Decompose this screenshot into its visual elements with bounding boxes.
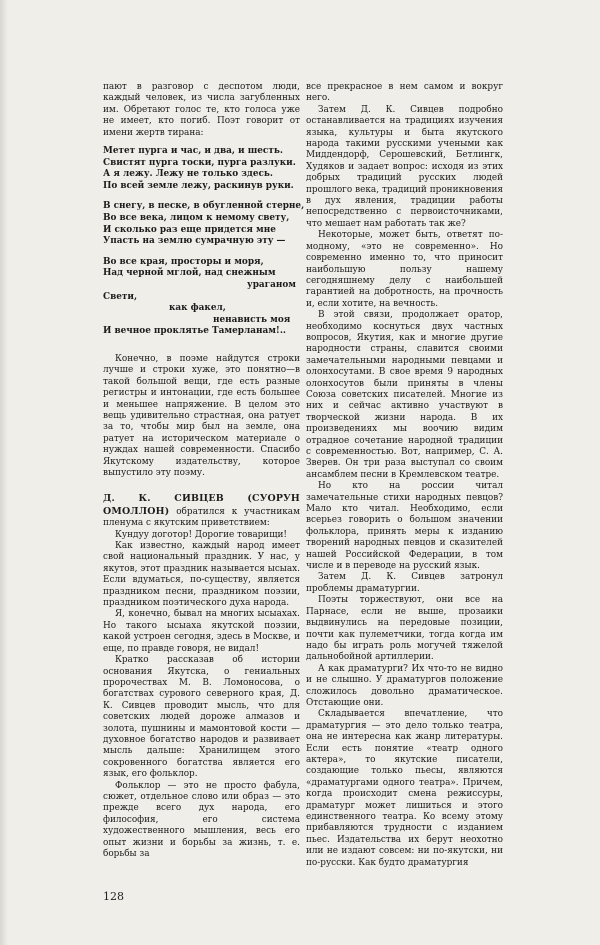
right-paragraph-1: все прекрасное в нем самом и вокруг него.	[306, 82, 503, 104]
right-paragraph-2: Затем Д. К. Сивцев подробно останавливается на традициях изучения языка, культуры и быта якутского народа такими русскими учеными как Миддендорф, Серошевский, Бетлингк, Худяков и задает вопрос: исходя из этих добрых традиций русских людей прошлого века, традиций проникновения в дух явления, традиции работы непосредственно с первоисточниками, что мешает нам работать так же?	[306, 104, 503, 229]
right-paragraph-6: Затем Д. К. Сивцев затронул проблемы драматургии.	[306, 572, 503, 594]
left-paragraph-3: Кундуу доготор! Дорогие товарищи!	[115, 529, 287, 540]
poem-stanza-3	[103, 257, 300, 338]
poem-line: ненависть моя	[213, 314, 291, 325]
left-paragraph-2: Конечно, в поэме найдутся строки лучше и строки хуже, это понятно—в такой большой вещи, где есть разные регистры и интонации, где есть большее и меньшее напряжение. В целом это вещь удивительно страстная, она ратует за то, чтобы мир был на земле, она ратует на историческом материале о нуждах нашей современности. Спасибо Якутскому издательству, которое выпустило эту поэму.	[103, 353, 300, 478]
right-paragraph-7: Поэты торжествуют, они все на Парнасе, если не выше, прозаики выдвинулись на передовые позиции, почти как пулеметчики, тогда когда им надо бы играть роль могучей тяжелой дальнобойной артиллерии.	[306, 595, 503, 663]
poem-line: Над черной мглой, над снежным	[103, 268, 276, 279]
left-column	[103, 82, 305, 860]
poem-line: Во все края, просторы и моря,	[103, 256, 264, 267]
poem-line: В снегу, в песке, в обугленной стерне,	[103, 201, 305, 212]
right-paragraph-4: В этой связи, продолжает оратор, необходимо коснуться двух частных вопросов, Якутия, как и многие другие народности страны, славится своими замечательными народными певцами и олонхосутами. В свое время 9 народных олонхосутов были приняты в члены Союза советских писателей. Многие из них и сейчас активно участвуют в творческой жизни народа. В их произведениях мы воочию видим отрадное сочетание народной традиции с современностью. Вот, например, С. А. Зверев. Он три раза выступал со своим ансамблем песни в Кремлевском театре.	[306, 310, 503, 480]
left-paragraph-5: Я, конечно, бывал на многих ысыахах. Но такого ысыаха якутской поэзии, какой устроен сегодня, здесь в Москве, и еще, по правде говоря, не видал!	[103, 609, 300, 654]
poem-stanza-2	[103, 201, 305, 247]
left-paragraph-6: Кратко рассказав об истории основания Якутска, о гениальных пророчествах М. В. Ломоносова, о богатствах сурового северного края, Д. К. Сивцев проводит мысль, что для советских людей дороже алмазов и золота, пушнины и мамонтовой кости — духовное богатство народов и развивает мысль дальше: Хранилищем этого сокровенного богатства является его язык, его фольклор.	[103, 655, 300, 780]
poem-line: И вечное проклятье Тамерланам!..	[103, 326, 286, 337]
poem-line: ураганом	[247, 279, 296, 290]
poem-line: Во все века, лицом к немому свету,	[103, 213, 290, 223]
poem-line: По всей земле лежу, раскинув руки.	[103, 180, 294, 191]
speaker-paragraph	[103, 493, 300, 529]
left-paragraph-7: Фольклор — это не просто фабула, сюжет, отдельное слово или образ — это прежде всего дух народа, его философия, его система художественного мышления, весь его опыт жизни и борьбы за жизнь, т. е. борьбы за	[103, 780, 300, 859]
right-paragraph-9: Складывается впечатление, что драматургия — это дело только театра, она не интересна как жанр литературы. Если есть понятие «театр одного актера», то якутские писатели, создающие только пьесы, являются «драматургами одного театра». Причем, когда происходит смена режиссуры, драматург может лишиться и этого единственного театра. Ко всему этому прибавляются трудности с изданием пьес. Издательства их берут неохотно или не издают совсем: ни по-якутски, ни по-русски. Как будто драматургия	[306, 709, 503, 868]
right-column	[306, 82, 503, 869]
poem-line: Метет пурга и час, и два, и шесть.	[103, 146, 283, 157]
poem-stanza-1	[103, 146, 300, 192]
poem-line: Свети,	[103, 291, 138, 302]
right-paragraph-3: Некоторые, может быть, ответят по-модному, «это не современно». Но современно именно то, что приносит наибольшую пользу нашему сегодняшнему делу с наибольшей гарантией на добротность, на прочность и, если хотите, на вечность.	[306, 230, 503, 309]
page-edge	[0, 0, 8, 945]
poem-line: Свистят пурга тоски, пурга разлуки.	[103, 157, 296, 168]
left-paragraph-4: Как известно, каждый народ имеет свой национальный праздник. У нас, у якутов, этот праздник называется ысыах. Если вдуматься, по-существу, является праздником песни, праздником поэзии, праздником поэтического духа народа.	[103, 541, 300, 609]
poem-line: как факел,	[169, 303, 226, 314]
left-paragraph-1: пают в разговор с деспотом люди, каждый человек, из числа загубленных им. Обретают голос те, кто голоса уже не имеет, кто погиб. Поэт говорит от имени жертв тирана:	[103, 82, 300, 138]
speaker-intro: обратился к участникам пленума с якутским приветствием:	[103, 506, 300, 529]
right-paragraph-5: Но кто на россии читал замечательные стихи народных певцов? Мало кто читал. Необходимо, если всерьез говорить о большом значении фольклора, принять меры к изданию творений народных певцов и сказителей нашей Российской Федерации, в том числе и в переводе на русский язык.	[306, 481, 503, 572]
poem-line: А я лежу. Лежу не только здесь.	[103, 169, 274, 180]
speaker-name: Д. К. СИВЦЕВ (СУОРУН ОМОЛЛОН)	[103, 493, 300, 517]
page-number: 128	[103, 890, 124, 903]
poem-line: И сколько раз еще придется мне	[103, 224, 276, 235]
poem	[103, 146, 305, 338]
right-paragraph-8: А как драматурги? Их что-то не видно и не слышно. У драматургов положение сложилось довольно драматическое. Отстающие они.	[306, 663, 503, 708]
poem-line: Упасть на землю сумрачную эту —	[103, 236, 286, 247]
